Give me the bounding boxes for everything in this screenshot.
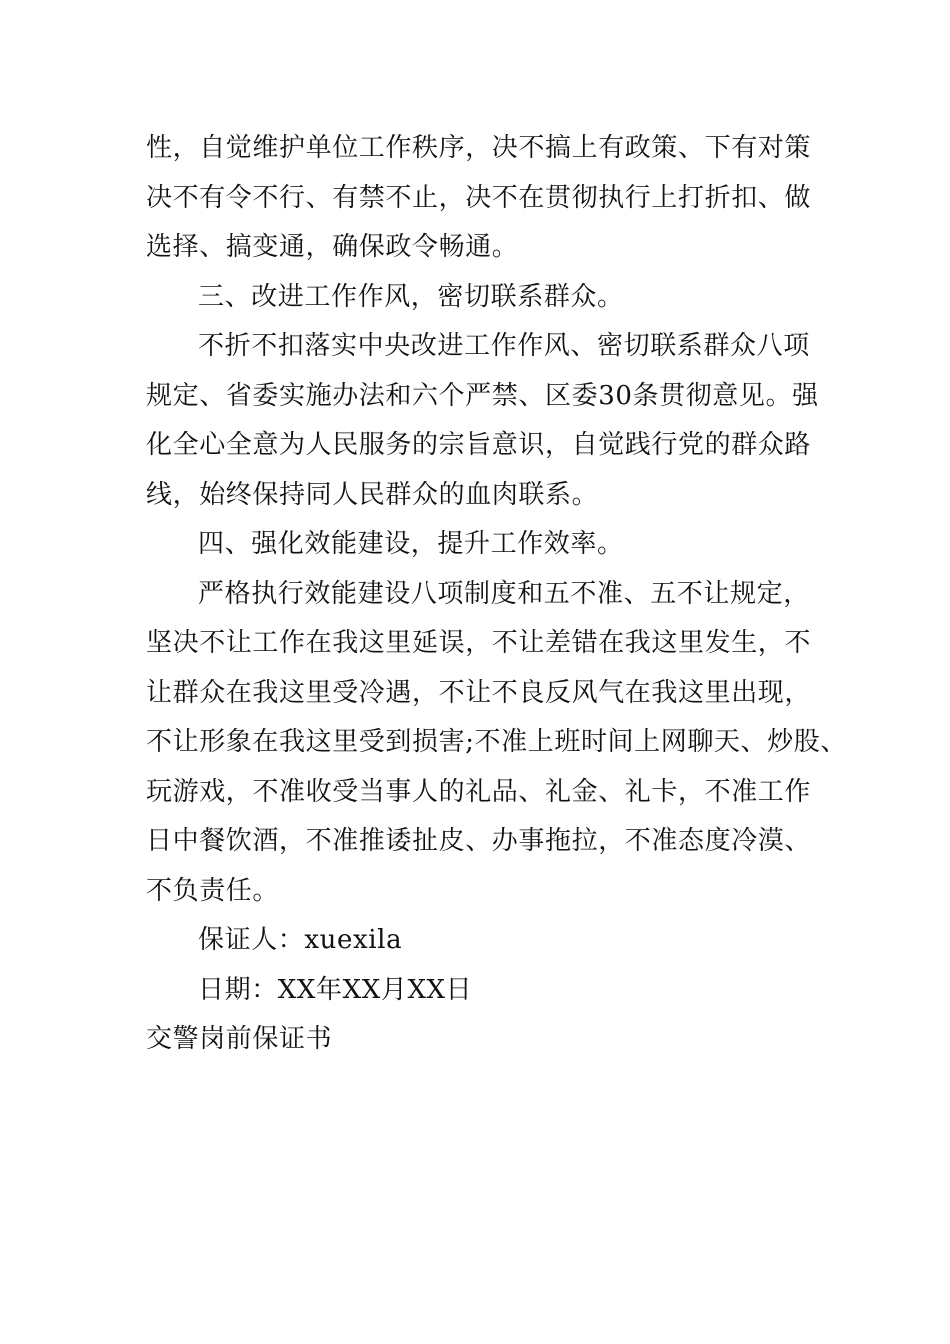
text-line: 严格执行效能建设八项制度和五不准、五不让规定， [198, 578, 810, 609]
text-line: 不让形象在我这里受到损害;不准上班时间上网聊天、炒股、 [146, 727, 847, 757]
next-document-title: 交警岗前保证书 [146, 1024, 333, 1054]
guarantor-line: 保证人：xuexila [198, 925, 403, 955]
section-heading: 三、改进工作作风，密切联系群众。 [198, 281, 624, 312]
text-line: 线，始终保持同人民群众的血肉联系。 [146, 479, 599, 510]
text-line: 日中餐饮酒，不准推诿扯皮、办事拖拉，不准态度冷漠、 [146, 826, 812, 856]
section-heading: 四、强化效能建设，提升工作效率。 [198, 529, 624, 559]
text-line: 坚决不让工作在我这里延误，不让差错在我这里发生，不 [146, 628, 812, 658]
text-line: 不负责任。 [146, 875, 280, 906]
text-line: 规定、省委实施办法和六个严禁、区委30条贯彻意见。强 [146, 380, 819, 411]
text-line: 决不有令不行、有禁不止，决不在贯彻执行上打折扣、做 [146, 182, 812, 213]
date-line: 日期：XX年XX月XX日 [198, 974, 473, 1005]
text-line: 玩游戏，不准收受当事人的礼品、礼金、礼卡，不准工作 [146, 776, 812, 807]
text-line: 不折不扣落实中央改进工作作风、密切联系群众八项 [198, 331, 810, 361]
text-line: 选择、搞变通，确保政令畅通。 [146, 232, 519, 262]
text-line: 化全心全意为人民服务的宗旨意识，自觉践行党的群众路 [146, 430, 812, 460]
document-body [146, 124, 866, 1065]
text-line: 性，自觉维护单位工作秩序，决不搞上有政策、下有对策 [146, 133, 812, 163]
text-line: 让群众在我这里受冷遇，不让不良反风气在我这里出现， [146, 677, 812, 708]
